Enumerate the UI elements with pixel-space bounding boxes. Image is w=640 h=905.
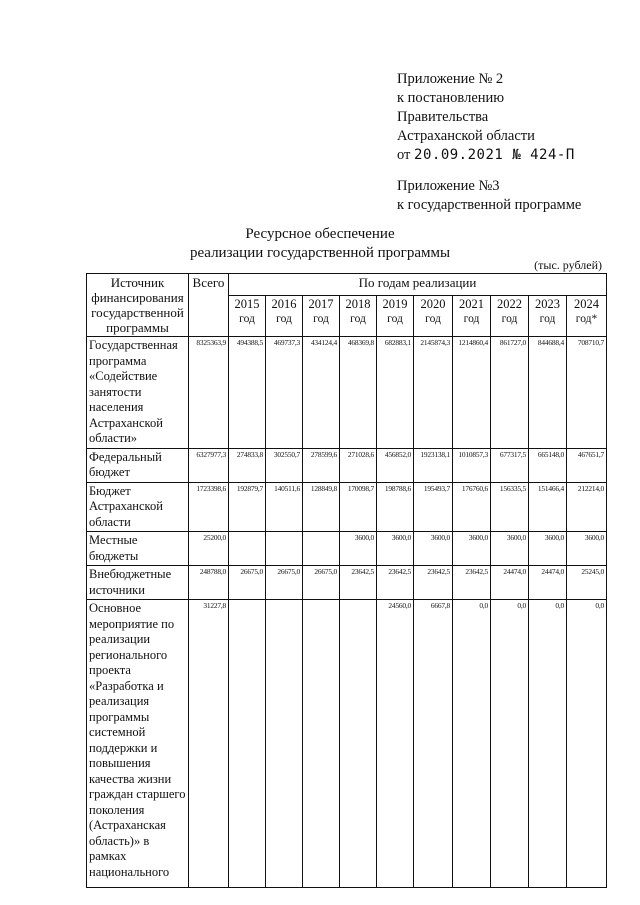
year-suffix: год bbox=[387, 313, 403, 326]
year-amount: 274833,8 bbox=[229, 448, 266, 482]
year-value: 2020 bbox=[420, 297, 446, 312]
year-header bbox=[529, 296, 567, 337]
row-total: 1723398,6 bbox=[189, 482, 229, 532]
year-amount: 708710,7 bbox=[567, 337, 607, 449]
year-amount bbox=[303, 532, 340, 566]
total-column-header: Всего bbox=[189, 274, 229, 337]
year-amount bbox=[303, 600, 340, 888]
year-amount: 682883,1 bbox=[377, 337, 414, 449]
row-label: Бюджет Астраханской области bbox=[87, 482, 189, 532]
header-row bbox=[87, 274, 607, 296]
year-header bbox=[229, 296, 266, 337]
year-amount: 0,0 bbox=[529, 600, 567, 888]
table-row bbox=[87, 566, 607, 600]
year-amount: 170098,7 bbox=[340, 482, 377, 532]
year-amount: 128849,8 bbox=[303, 482, 340, 532]
row-label: Внебюджетные источники bbox=[87, 566, 189, 600]
year-amount: 24474,0 bbox=[529, 566, 567, 600]
year-amount: 192879,7 bbox=[229, 482, 266, 532]
title-line-2: реализации государственной программы bbox=[189, 245, 451, 261]
table-row bbox=[87, 448, 607, 482]
row-label: Местные бюджеты bbox=[87, 532, 189, 566]
year-amount bbox=[340, 600, 377, 888]
year-suffix: год bbox=[501, 313, 518, 326]
year-amount: 844688,4 bbox=[529, 337, 567, 449]
program-ref: к государственной программе bbox=[397, 197, 582, 213]
year-amount: 861727,0 bbox=[491, 337, 529, 449]
row-total: 6327977,3 bbox=[189, 448, 229, 482]
year-amount: 3600,0 bbox=[529, 532, 567, 566]
year-header bbox=[414, 296, 453, 337]
year-amount: 198788,6 bbox=[377, 482, 414, 532]
year-amount: 26675,0 bbox=[303, 566, 340, 600]
year-amount: 494388,5 bbox=[229, 337, 266, 449]
year-amount: 26675,0 bbox=[266, 566, 303, 600]
row-label: Основное мероприятие по реализации регионального проекта «Разработка и реализация программы системной поддержки и повышения качества жизни граждан старшего поколения (Астраханская область)» в рамках национального bbox=[87, 600, 189, 888]
row-total: 25200,0 bbox=[189, 532, 229, 566]
year-amount: 195493,7 bbox=[414, 482, 453, 532]
year-amount: 23642,5 bbox=[340, 566, 377, 600]
year-amount: 271028,6 bbox=[340, 448, 377, 482]
year-amount: 0,0 bbox=[491, 600, 529, 888]
year-amount: 176760,6 bbox=[453, 482, 491, 532]
resolution-ref: к постановлению bbox=[397, 90, 505, 106]
year-amount: 456852,0 bbox=[377, 448, 414, 482]
resolution-date-number: 20.09.2021 № 424-П bbox=[414, 147, 575, 163]
row-label: Федеральный бюджет bbox=[87, 448, 189, 482]
year-amount: 3600,0 bbox=[453, 532, 491, 566]
year-header bbox=[266, 296, 303, 337]
year-amount: 23642,5 bbox=[453, 566, 491, 600]
table-row bbox=[87, 337, 607, 449]
year-header bbox=[303, 296, 340, 337]
row-label: Государственная программа «Содействие занятости населения Астраханской области» bbox=[87, 337, 189, 449]
year-value: 2021 bbox=[459, 297, 484, 312]
region-name: Астраханской области bbox=[397, 128, 535, 144]
year-suffix: год bbox=[463, 313, 480, 326]
table-row bbox=[87, 482, 607, 532]
row-total: 31227,8 bbox=[189, 600, 229, 888]
year-value: 2024 bbox=[574, 297, 599, 312]
year-amount: 3600,0 bbox=[491, 532, 529, 566]
year-suffix: год bbox=[276, 313, 292, 326]
year-suffix: год bbox=[313, 313, 329, 326]
year-amount bbox=[229, 532, 266, 566]
year-amount: 26675,0 bbox=[229, 566, 266, 600]
year-amount: 0,0 bbox=[567, 600, 607, 888]
table-row bbox=[87, 532, 607, 566]
government-ref: Правительства bbox=[397, 109, 489, 125]
year-amount: 1214860,4 bbox=[453, 337, 491, 449]
year-amount: 469737,3 bbox=[266, 337, 303, 449]
year-amount: 25245,0 bbox=[567, 566, 607, 600]
year-amount: 151466,4 bbox=[529, 482, 567, 532]
year-suffix: год bbox=[425, 313, 441, 326]
year-suffix: год bbox=[539, 313, 556, 326]
year-value: 2015 bbox=[234, 297, 260, 312]
year-amount bbox=[266, 600, 303, 888]
year-amount: 467651,7 bbox=[567, 448, 607, 482]
year-header bbox=[491, 296, 529, 337]
year-value: 2016 bbox=[271, 297, 297, 312]
appendix3-number: Приложение №3 bbox=[397, 178, 500, 194]
year-amount: 2145874,3 bbox=[414, 337, 453, 449]
appendix-header bbox=[397, 70, 581, 215]
year-value: 2022 bbox=[497, 297, 522, 312]
year-value: 2019 bbox=[382, 297, 408, 312]
table-row bbox=[87, 600, 607, 888]
year-amount: 156335,5 bbox=[491, 482, 529, 532]
year-amount: 434124,4 bbox=[303, 337, 340, 449]
year-suffix: год* bbox=[575, 313, 598, 326]
year-amount: 3600,0 bbox=[567, 532, 607, 566]
year-suffix: год bbox=[350, 313, 366, 326]
funding-table bbox=[86, 273, 607, 888]
year-amount: 3600,0 bbox=[377, 532, 414, 566]
year-amount bbox=[229, 600, 266, 888]
funding-body bbox=[87, 337, 607, 888]
year-amount: 468369,8 bbox=[340, 337, 377, 449]
year-amount: 278599,6 bbox=[303, 448, 340, 482]
year-value: 2018 bbox=[345, 297, 371, 312]
year-value: 2023 bbox=[535, 297, 560, 312]
year-header bbox=[340, 296, 377, 337]
year-amount: 24560,0 bbox=[377, 600, 414, 888]
year-amount: 6667,8 bbox=[414, 600, 453, 888]
date-prefix: от bbox=[397, 147, 411, 163]
year-header bbox=[453, 296, 491, 337]
year-amount: 24474,0 bbox=[491, 566, 529, 600]
row-total: 248788,0 bbox=[189, 566, 229, 600]
year-amount: 0,0 bbox=[453, 600, 491, 888]
year-header bbox=[567, 296, 607, 337]
year-amount: 3600,0 bbox=[340, 532, 377, 566]
year-amount: 665148,0 bbox=[529, 448, 567, 482]
year-amount: 302550,7 bbox=[266, 448, 303, 482]
year-amount: 3600,0 bbox=[414, 532, 453, 566]
appendix-number: Приложение № 2 bbox=[397, 71, 504, 87]
year-amount bbox=[266, 532, 303, 566]
year-amount: 23642,5 bbox=[377, 566, 414, 600]
title-line-1: Ресурсное обеспечение bbox=[245, 226, 395, 242]
source-column-header: Источник финансирования государственной программы bbox=[87, 274, 189, 337]
row-total: 8325363,9 bbox=[189, 337, 229, 449]
resolution-date-line bbox=[397, 146, 581, 165]
year-amount: 23642,5 bbox=[414, 566, 453, 600]
year-amount: 1010857,3 bbox=[453, 448, 491, 482]
year-amount: 212214,0 bbox=[567, 482, 607, 532]
year-amount: 677317,5 bbox=[491, 448, 529, 482]
by-years-header: По годам реализации bbox=[229, 274, 607, 296]
year-suffix: год bbox=[239, 313, 255, 326]
year-value: 2017 bbox=[308, 297, 334, 312]
year-header bbox=[377, 296, 414, 337]
year-amount: 1923138,1 bbox=[414, 448, 453, 482]
year-amount: 140511,6 bbox=[266, 482, 303, 532]
units-label: (тыс. рублей) bbox=[534, 258, 602, 272]
